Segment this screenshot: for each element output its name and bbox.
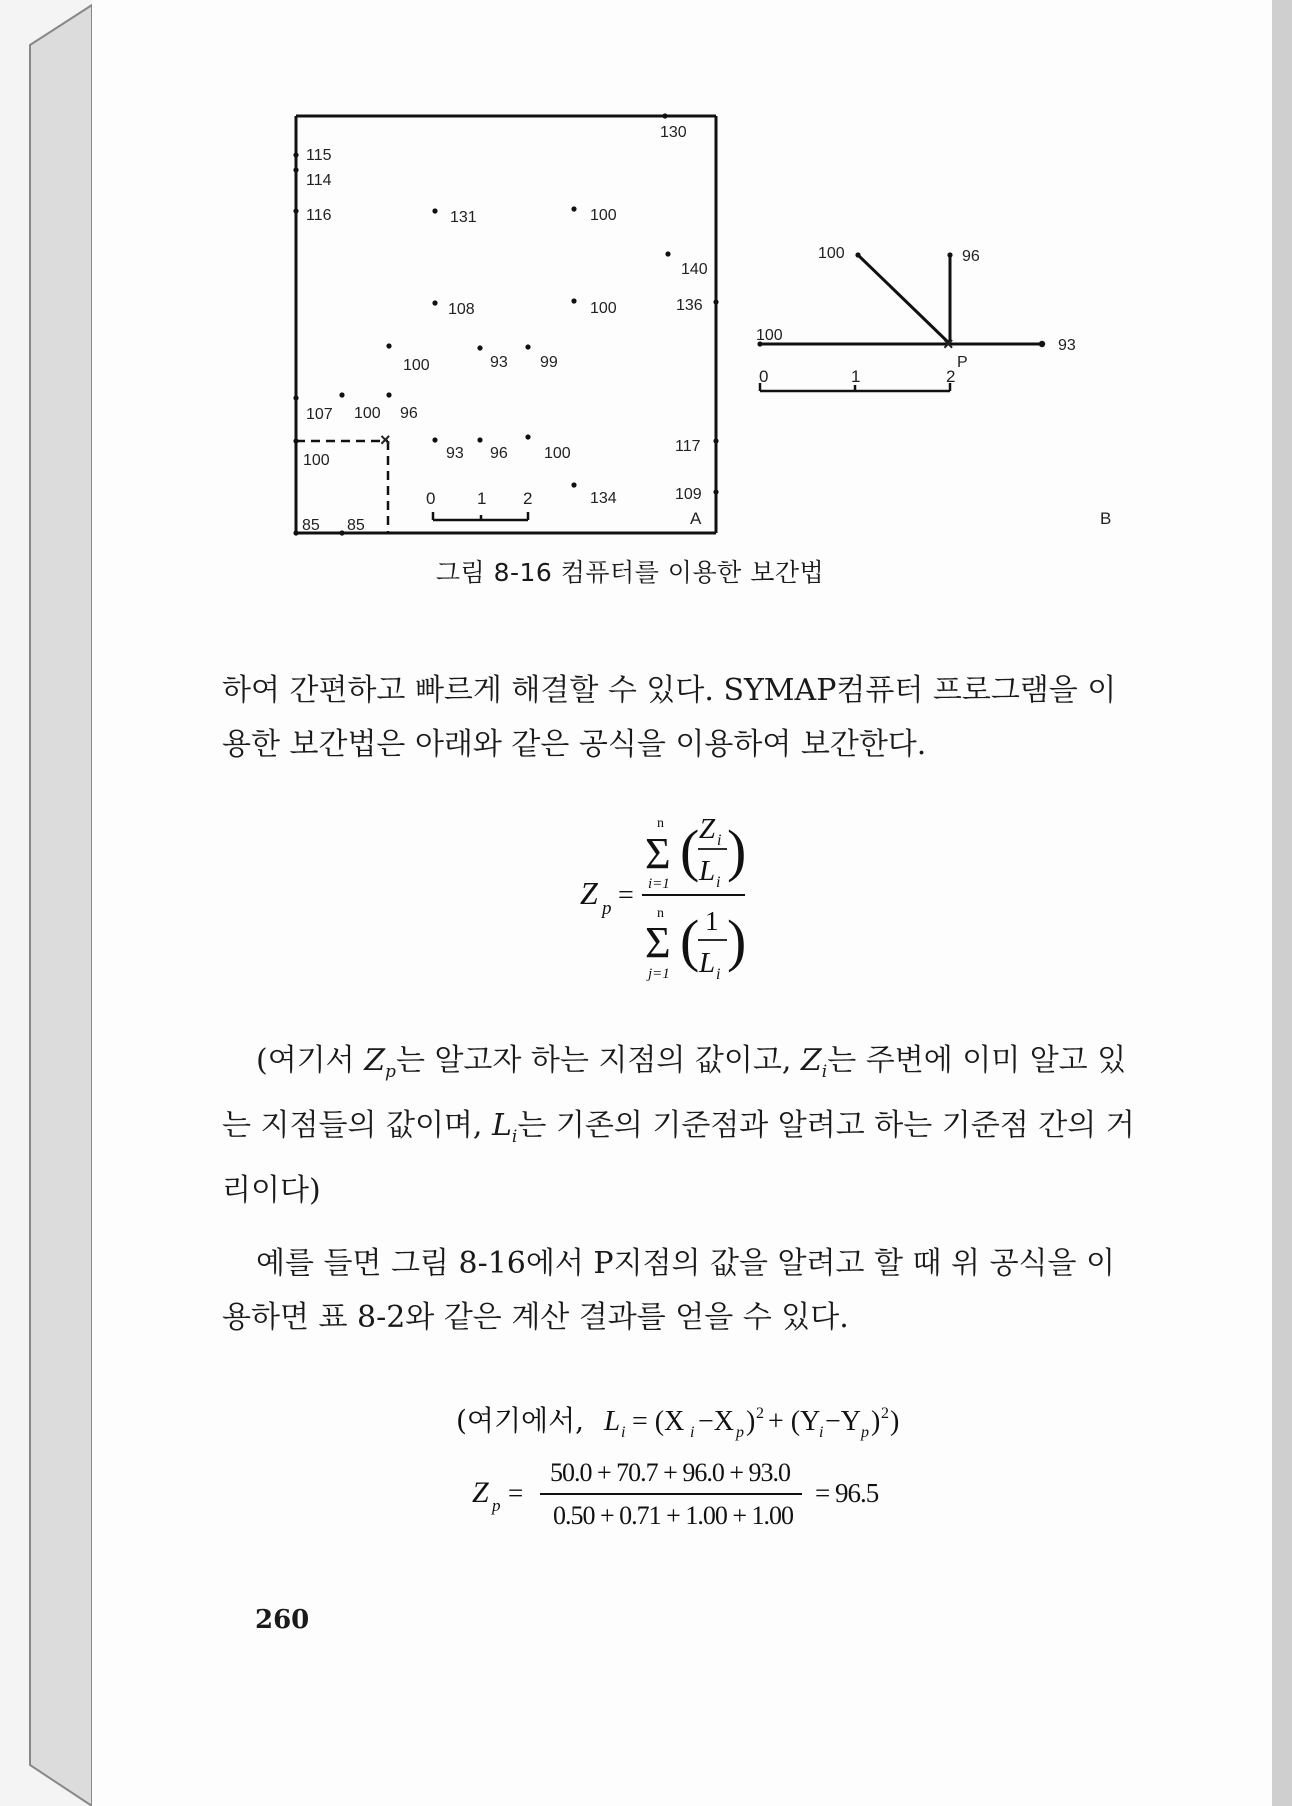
sum-upper: n — [657, 906, 664, 921]
point-label: 117 — [675, 438, 701, 455]
point-label: 100 — [354, 405, 381, 422]
figure-caption: 그림 8-16 컴퓨터를 이용한 보간법 — [435, 558, 825, 587]
formula2-where: (여기에서, — [456, 1404, 585, 1437]
point-label: 93 — [1058, 337, 1076, 354]
paragraph-line: 리이다) — [222, 1173, 321, 1208]
point-label: 100 — [590, 300, 617, 317]
frac-num-top-sub: i — [717, 832, 722, 849]
formula2-sub: i — [819, 1424, 824, 1441]
symbol-zi: Z — [800, 1043, 822, 1078]
formula-lhs-sub: p — [602, 898, 612, 919]
sum-lower: i=1 — [648, 876, 670, 892]
symbol-sub: i — [511, 1127, 518, 1147]
paragraph-line: 하여 간편하고 빠르게 해결할 수 있다. SYMAP컴퓨터 프로그램을 이 — [222, 673, 1117, 708]
frac-den-top: 1 — [705, 906, 719, 936]
paren-left: ( — [680, 818, 700, 883]
frac-den-bottom: L — [699, 947, 716, 979]
paren-right: ) — [727, 908, 747, 973]
formula2-plus: + (Y — [768, 1406, 821, 1437]
point-label: 109 — [675, 486, 702, 503]
formula2-li-rhs: = (X — [632, 1406, 685, 1437]
point-label: 134 — [590, 490, 617, 507]
point-label: 85 — [347, 517, 365, 534]
formula2-paren: ) — [890, 1406, 900, 1437]
point-label: 116 — [306, 207, 332, 224]
paren-right: ) — [727, 818, 747, 883]
frac-num-bottom: L — [699, 855, 716, 887]
formula2-li: L — [604, 1405, 621, 1437]
paragraph-line: 용한 보간법은 아래와 같은 공식을 이용하여 보간한다. — [222, 727, 927, 762]
formula2-paren: ) — [746, 1406, 756, 1437]
formula2-li-sub: i — [621, 1424, 626, 1441]
formula2-eq: = — [508, 1478, 524, 1508]
frac-num-top: Z — [699, 813, 716, 845]
point-label: 140 — [681, 261, 708, 278]
formula2-sub: p — [861, 1424, 869, 1441]
paragraph-line: 예를 들면 그림 8-16에서 P지점의 값을 알려고 할 때 위 공식을 이 — [256, 1246, 1116, 1281]
formula2-exp: 2 — [756, 1405, 764, 1422]
formula2-zp: Z — [472, 1476, 489, 1509]
formula2-exp: 2 — [881, 1405, 889, 1422]
point-p-label: P — [957, 354, 968, 371]
formula-lhs: Z — [580, 875, 598, 911]
formula2-li-mid: −X — [698, 1406, 735, 1437]
panel-a-label: A — [690, 509, 702, 528]
panel-b-label: B — [1100, 509, 1112, 528]
sigma-icon: Σ — [645, 829, 671, 878]
text-run: 는 알고자 하는 지점의 값이고, — [395, 1043, 801, 1078]
point-label: 99 — [540, 354, 558, 371]
formula-eq: = — [618, 880, 634, 911]
formula2-sub: p — [736, 1424, 744, 1441]
formula2-numerator: 50.0 + 70.7 + 96.0 + 93.0 — [550, 1458, 790, 1487]
sum-lower: j=1 — [648, 966, 670, 982]
point-label: 93 — [446, 445, 464, 462]
point-label: 100 — [403, 357, 430, 374]
point-label: 96 — [490, 445, 508, 462]
page-number: 260 — [255, 1605, 310, 1635]
scale-tick-label: 1 — [477, 489, 487, 508]
point-label: 115 — [306, 147, 332, 164]
point-label: 108 — [448, 301, 475, 318]
text-run: 는 지점들의 값이며, — [222, 1108, 492, 1143]
point-label: 107 — [306, 406, 333, 423]
frac-den-bottom-sub: i — [716, 966, 721, 983]
symbol-sub: p — [385, 1062, 396, 1082]
frac-num-bottom-sub: i — [716, 874, 721, 891]
point-label: 96 — [962, 248, 980, 265]
panel-b-p-mark: × — [943, 334, 954, 354]
symbol-sub: i — [821, 1062, 828, 1082]
formula2-paren: ) — [871, 1406, 881, 1437]
point-label: 100 — [818, 245, 845, 262]
scale-tick-label: 2 — [946, 367, 956, 386]
point-label: 85 — [302, 517, 320, 534]
point-label: 100 — [590, 207, 617, 224]
point-label: 131 — [450, 209, 477, 226]
text-run: 는 기존의 기준점과 알려고 하는 기준점 간의 거 — [517, 1108, 1135, 1143]
point-label: 96 — [400, 405, 418, 422]
paragraph-line: 용하면 표 8-2와 같은 계산 결과를 얻을 수 있다. — [222, 1300, 849, 1335]
scale-tick-label: 1 — [851, 367, 861, 386]
formula2-result: = 96.5 — [815, 1478, 879, 1508]
point-label: 130 — [660, 124, 687, 141]
point-label: 136 — [676, 297, 703, 314]
formula2-mid2: −Y — [825, 1406, 862, 1437]
text-run: 는 주변에 이미 알고 있 — [827, 1043, 1127, 1078]
symbol-li: L — [491, 1108, 512, 1143]
scale-tick-label: 0 — [759, 367, 769, 386]
sum-upper: n — [657, 816, 664, 831]
point-label: 93 — [490, 354, 508, 371]
point-label: 114 — [306, 172, 332, 189]
paren-left: ( — [680, 908, 700, 973]
scale-tick-label: 0 — [426, 489, 436, 508]
point-label: 100 — [303, 452, 330, 469]
panel-a-p-mark: × — [380, 430, 391, 450]
point-label: 100 — [756, 327, 783, 344]
formula2-zp-sub: p — [492, 1496, 501, 1515]
point-label: 100 — [544, 445, 571, 462]
formula2-denominator: 0.50 + 0.71 + 1.00 + 1.00 — [553, 1501, 793, 1530]
scale-tick-label: 2 — [523, 489, 533, 508]
symbol-zp: Z — [364, 1043, 386, 1078]
sigma-icon: Σ — [645, 918, 671, 967]
formula2-sub: i — [690, 1424, 695, 1441]
text-run: (여기서 — [256, 1043, 365, 1078]
